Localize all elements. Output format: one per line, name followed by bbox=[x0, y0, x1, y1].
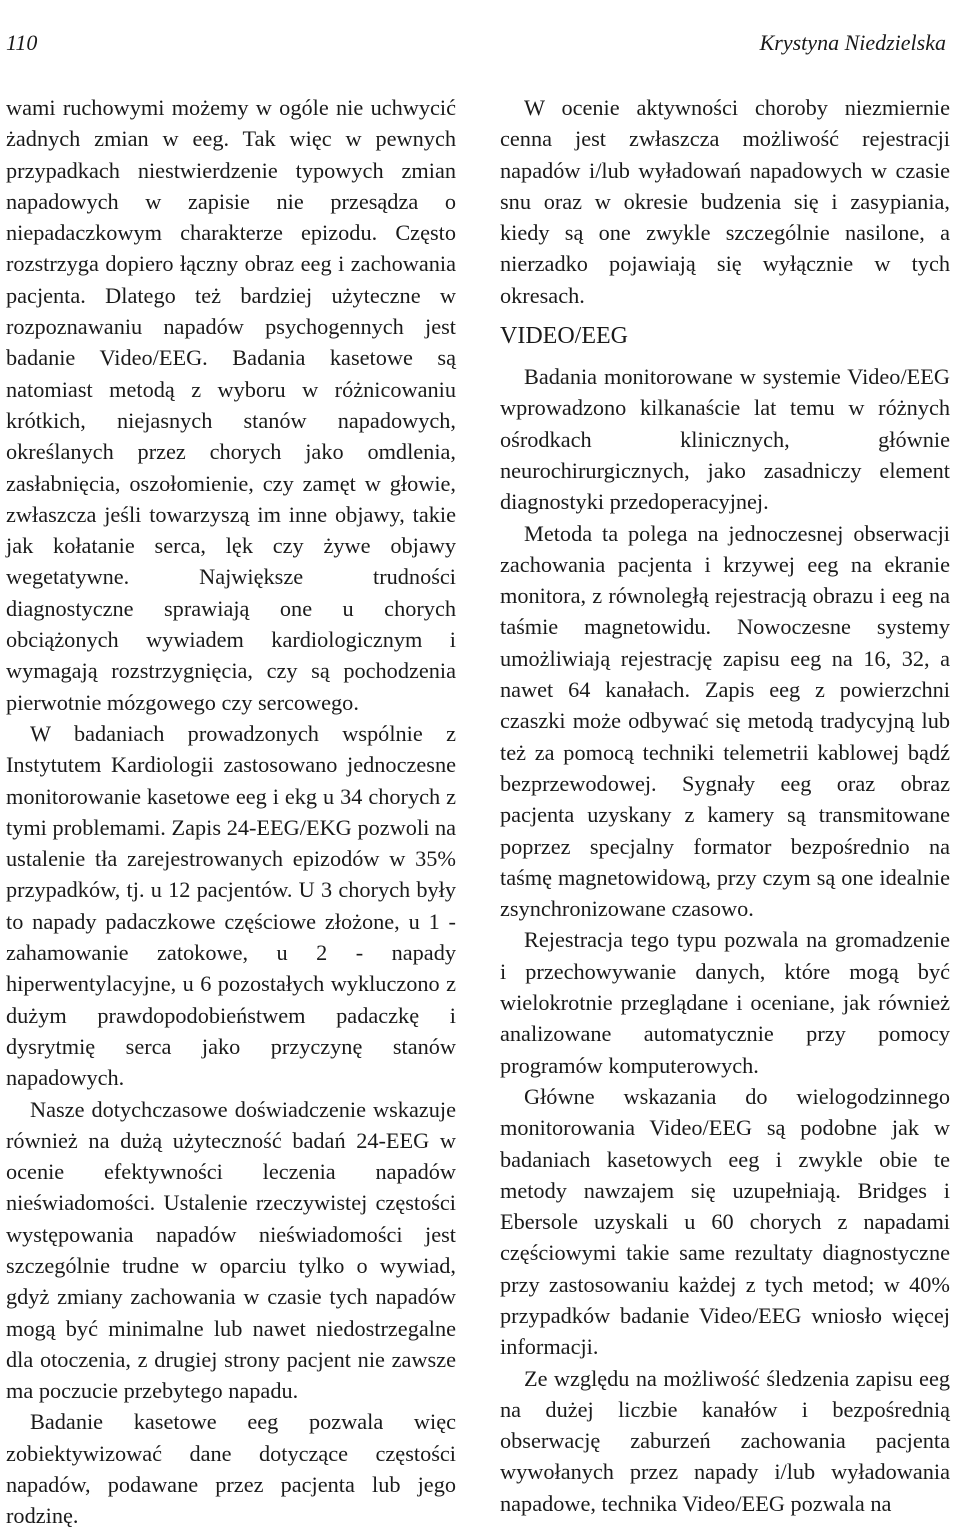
body-paragraph: Główne wskazania do wielogodzinnego monitorowania Video/EEG są podobne jak w badaniach kasetowych eeg i zwykle obie te metody nawzajem się uzupełniają. Bridges i Ebersole uzyskali u 60 chorych z napadami częściowymi takie same rezultaty diagnostyczne przy zastosowaniu każdej z tych metod; w 40% przypadków badanie Video/EEG wniosło więcej informacji. bbox=[500, 1083, 950, 1360]
body-paragraph: Badanie kasetowe eeg pozwala więc zobiektywizować dane dotyczące częstości napadów, podawane przez pacjenta lub jego rodzinę. bbox=[6, 1409, 456, 1529]
right-column bbox=[500, 92, 950, 1519]
body-paragraph: Nasze dotychczasowe doświadczenie wskazuje również na dużą użyteczność badań 24-EEG w ocenie efektywności leczenia napadów nieświadomości. Ustalenie rzeczywistej częstości występowania napadów nieświadomości jest szczególnie trudne w oparciu tylko o wywiad, gdyż zmiany zachowania w czasie tych napadów mogą być minimalne lub nawet niedostrzegalne dla otoczenia, z drugiej strony pacjent nie zawsze ma poczucie przebytego napadu. bbox=[6, 1096, 456, 1404]
running-author: Krystyna Niedzielska bbox=[759, 30, 946, 55]
body-paragraph: Rejestracja tego typu pozwala na gromadzenie i przechowywanie danych, które mogą być wielokrotnie przeglądane i oceniane, jak również analizowane automatycznie przy pomocy programów komputerowych. bbox=[500, 927, 950, 1078]
section-heading: VIDEO/EEG bbox=[500, 323, 628, 350]
running-header bbox=[0, 30, 960, 60]
body-paragraph: W ocenie aktywności choroby niezmiernie cenna jest zwłaszcza możliwość rejestracji napadów i/lub wyładowań napadowych w czasie snu oraz w okresie budzenia się i zasypiania, kiedy są one zwykle szczególnie nasilone, a nierzadko pojawiają się wyłącznie w tych okresach. bbox=[500, 95, 950, 308]
page-number: 110 bbox=[6, 30, 38, 55]
left-column bbox=[6, 92, 456, 1532]
body-paragraph: W badaniach prowadzonych wspólnie z Instytutem Kardiologii zastosowano jednoczesne monitorowanie kasetowe eeg i ekg u 34 chorych z tymi problemami. Zapis 24-EEG/EKG pozwoli na ustalenie tła zarejestrowanych epizodów w 35% przypadków, tj. u 12 pacjentów. U 3 chorych były to napady padaczkowe częściowe złożone, u 1 - zahamowanie zatokowe, u 2 - napady hiperwentylacyjne, u 6 pozostałych wykluczono z dużym prawdopodobieństwem padaczkę i dysrytmię serca jako przyczynę stanów napadowych. bbox=[6, 720, 456, 1091]
body-paragraph: Metoda ta polega na jednoczesnej obserwacji zachowania pacjenta i krzywej eeg na ekranie monitora, z równoległą rejestracją obrazu i eeg na taśmie magnetowidu. Nowoczesne systemy umożliwiają rejestrację zapisu eeg na 16, 32, a nawet 64 kanałach. Zapis eeg z powierzchni czaszki może odbywać się metodą tradycyjną lub też za pomocą techniki telemetrii kablowej bądź bezprzewodowej. Sygnały eeg oraz obraz pacjenta uzyskany z kamery są transmitowane poprzez specjalny formator bezpośrednio na taśmę magnetowidową, przy czym są one idealnie zsynchronizowane czasowo. bbox=[500, 520, 950, 922]
body-paragraph: wami ruchowymi możemy w ogóle nie uchwycić żadnych zmian w eeg. Tak więc w pewnych przypadkach niestwierdzenie typowych zmian napadowych w zapisie nie przesądza o niepadaczkowym charakterze epizodu. Często rozstrzyga dopiero łączny obraz eeg i zachowania pacjenta. Dlatego też bardziej użyteczne w rozpoznawaniu napadów psychogennych jest badanie Video/EEG. Badania kasetowe są natomiast metodą z wyboru w różnicowaniu krótkich, niejasnych stanów napadowych, określanych przez chorych jako omdlenia, zasłabnięcia, oszołomienie, czy zamęt w głowie, zwłaszcza jeśli towarzyszą im inne objawy, takie jak kołatanie serca, lęk czy żywe objawy wegetatywne. Największe trudności diagnostyczne sprawiają one u chorych obciążonych wywiadem kardiologicznym i wymagają rozstrzygnięcia, czy są pochodzenia pierwotnie mózgowego czy sercowego. bbox=[6, 95, 456, 715]
body-paragraph: Ze względu na możliwość śledzenia zapisu eeg na dużej liczbie kanałów i bezpośrednią obserwację zaburzeń zachowania pacjenta wywołanych przez napady i/lub wyładowania napadowe, technika Video/EEG pozwala na bbox=[500, 1365, 950, 1516]
body-paragraph: Badania monitorowane w systemie Video/EEG wprowadzono kilkanaście lat temu w różnych ośrodkach klinicznych, głównie neurochirurgicznych, jako zasadniczy element diagnostyki przedoperacyjnej. bbox=[500, 364, 950, 515]
